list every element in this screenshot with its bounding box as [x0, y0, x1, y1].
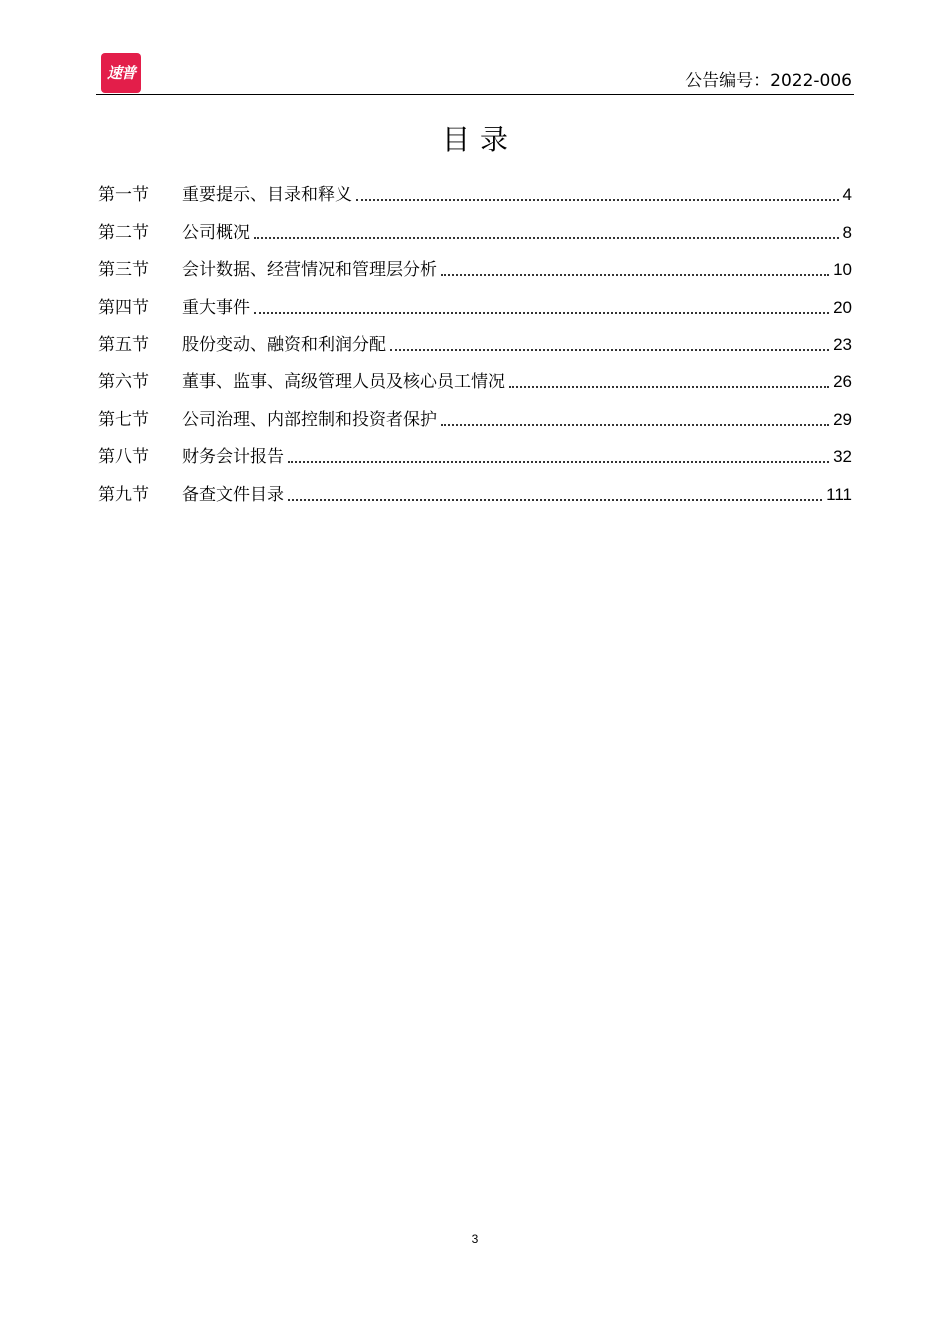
toc-entry-title: 财务会计报告: [182, 447, 284, 468]
table-of-contents: [98, 172, 852, 509]
toc-page-number: 29: [833, 409, 852, 429]
announcement-number: 公告编号：2022-006: [685, 71, 852, 91]
toc-entry[interactable]: [98, 209, 852, 246]
toc-section-label: 第九节: [98, 484, 149, 505]
toc-entry-title: 股份变动、融资和利润分配: [182, 334, 386, 355]
toc-entry[interactable]: [98, 434, 852, 471]
toc-entry[interactable]: [98, 284, 852, 321]
toc-dot-leader: [254, 312, 829, 314]
toc-entry-title: 备查文件目录: [182, 484, 284, 505]
toc-section-label: 第二节: [98, 222, 149, 243]
toc-entry-title: 会计数据、经营情况和管理层分析: [182, 260, 437, 281]
toc-dot-leader: [288, 461, 829, 463]
toc-entry-title: 重大事件: [182, 297, 250, 318]
toc-page-number: 111: [826, 484, 852, 504]
toc-page-number: 32: [833, 447, 852, 467]
toc-dot-leader: [509, 386, 829, 388]
page-title: 目录: [441, 123, 518, 156]
toc-section-label: 第八节: [98, 447, 149, 468]
toc-entry-title: 公司概况: [182, 222, 250, 243]
toc-page-number: 4: [842, 185, 852, 205]
toc-page-number: 23: [833, 334, 852, 354]
toc-entry-title: 董事、监事、高级管理人员及核心员工情况: [182, 372, 505, 393]
toc-entry[interactable]: [98, 396, 852, 433]
toc-dot-leader: [390, 349, 829, 351]
toc-section-label: 第四节: [98, 297, 149, 318]
toc-page-number: 26: [833, 372, 852, 392]
toc-entry-title: 重要提示、目录和释义: [182, 185, 352, 206]
toc-entry[interactable]: [98, 247, 852, 284]
toc-page-number: 20: [833, 297, 852, 317]
toc-dot-leader: [356, 199, 839, 201]
toc-page-number: 8: [842, 222, 852, 242]
toc-page-number: 10: [833, 260, 852, 280]
toc-section-label: 第三节: [98, 260, 149, 281]
toc-entry-title: 公司治理、内部控制和投资者保护: [182, 409, 437, 430]
toc-section-label: 第一节: [98, 185, 149, 206]
toc-dot-leader: [441, 424, 829, 426]
toc-entry[interactable]: [98, 322, 852, 359]
company-logo: [101, 53, 141, 93]
toc-section-label: 第七节: [98, 409, 149, 430]
toc-entry[interactable]: [98, 172, 852, 209]
toc-dot-leader: [288, 499, 822, 501]
toc-dot-leader: [441, 274, 829, 276]
toc-section-label: 第六节: [98, 372, 149, 393]
toc-dot-leader: [254, 237, 839, 239]
footer-page-number: 3: [471, 1232, 479, 1246]
logo-text: 速普: [106, 63, 135, 82]
toc-entry[interactable]: [98, 359, 852, 396]
toc-section-label: 第五节: [98, 334, 149, 355]
header-divider: [96, 94, 854, 95]
toc-entry[interactable]: [98, 471, 852, 508]
